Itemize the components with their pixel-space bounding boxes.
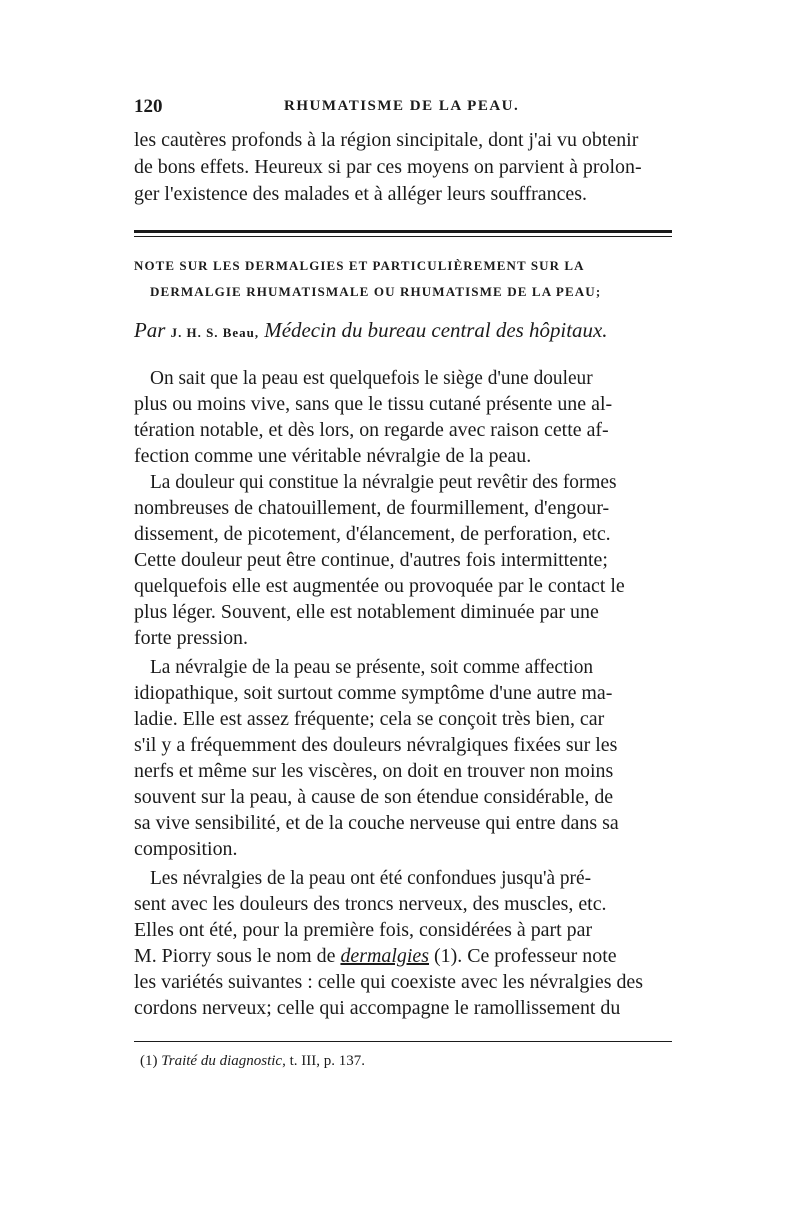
page-number: 120 [134, 96, 163, 117]
piorry-before: M. Piorry sous le nom de [134, 945, 341, 967]
body-line: sent avec les douleurs des troncs nerveux, des muscles, etc. [134, 893, 607, 915]
body-line: Les névralgies de la peau ont été confondues jusqu'à pré- [150, 867, 592, 889]
piorry-after: (1). Ce professeur note [429, 945, 617, 967]
body-line: cordons nerveux; celle qui accompagne le ramollissement du [134, 997, 621, 1019]
intro-line: ger l'existence des malades et à alléger leurs souffrances. [134, 183, 588, 205]
intro-line: de bons effets. Heureux si par ces moyens on parvient à prolon- [134, 156, 642, 178]
body-line: fection comme une véritable névralgie de la peau. [134, 445, 532, 467]
body-line: tération notable, et dès lors, on regarde avec raison cette af- [134, 419, 609, 441]
running-title: RHUMATISME DE LA PEAU. [284, 98, 520, 114]
footnote-title: Traité du diagnostic [161, 1053, 283, 1069]
piorry-term: dermalgies [340, 945, 430, 967]
body-line: On sait que la peau est quelquefois le siège d'une douleur [150, 367, 593, 389]
body-line: composition. [134, 838, 238, 860]
body-line: sa vive sensibilité, et de la couche nerveuse qui entre dans sa [134, 812, 619, 834]
section-rule-thin [134, 236, 672, 237]
footnote-marker: (1) [140, 1053, 162, 1069]
body-line: nombreuses de chatouillement, de fourmillement, d'engour- [134, 497, 610, 519]
author-line [134, 318, 672, 345]
section-rule-thick [134, 230, 672, 233]
body-line: Elles ont été, pour la première fois, considérées à part par [134, 919, 593, 941]
body-line: idiopathique, soit surtout comme symptôme d'une autre ma- [134, 682, 613, 704]
body-line: La névralgie de la peau se présente, soit comme affection [150, 656, 594, 678]
body-line: souvent sur la peau, à cause de son étendue considérable, de [134, 786, 614, 808]
author-by: Par [134, 318, 166, 342]
body-line: dissement, de picotement, d'élancement, de perforation, etc. [134, 523, 611, 545]
note-title-line-2: DERMALGIE RHUMATISMALE OU RHUMATISME DE LA PEAU; [150, 284, 602, 299]
body-line: ladie. Elle est assez fréquente; cela se conçoit très bien, car [134, 708, 605, 730]
body-line: s'il y a fréquemment des douleurs névralgiques fixées sur les [134, 734, 618, 756]
body-line: La douleur qui constitue la névralgie peut revêtir des formes [150, 471, 617, 493]
intro-line: les cautères profonds à la région sincipitale, dont j'ai vu obtenir [134, 129, 639, 151]
body-line: Cette douleur peut être continue, d'autres fois intermittente; [134, 549, 608, 571]
footnote [140, 1052, 365, 1070]
footnote-rest: , t. III, p. 137. [282, 1053, 365, 1069]
page-header [134, 96, 674, 122]
body-line: plus ou moins vive, sans que le tissu cutané présente une al- [134, 393, 613, 415]
footnote-rule [134, 1041, 672, 1042]
body-line: nerfs et même sur les viscères, on doit en trouver non moins [134, 760, 614, 782]
body-line: les variétés suivantes : celle qui coexiste avec les névralgies des [134, 971, 644, 993]
note-title-line-1: NOTE SUR LES DERMALGIES ET PARTICULIÈREMENT SUR LA [134, 258, 585, 273]
author-name: J. H. S. Beau, [170, 325, 260, 340]
author-role: Médecin du bureau central des hôpitaux. [264, 318, 608, 342]
body-line: forte pression. [134, 627, 248, 649]
body-line: quelquefois elle est augmentée ou provoquée par le contact le [134, 575, 625, 597]
body-line: plus léger. Souvent, elle est notablement diminuée par une [134, 601, 599, 623]
body-line-piorry [134, 944, 672, 968]
